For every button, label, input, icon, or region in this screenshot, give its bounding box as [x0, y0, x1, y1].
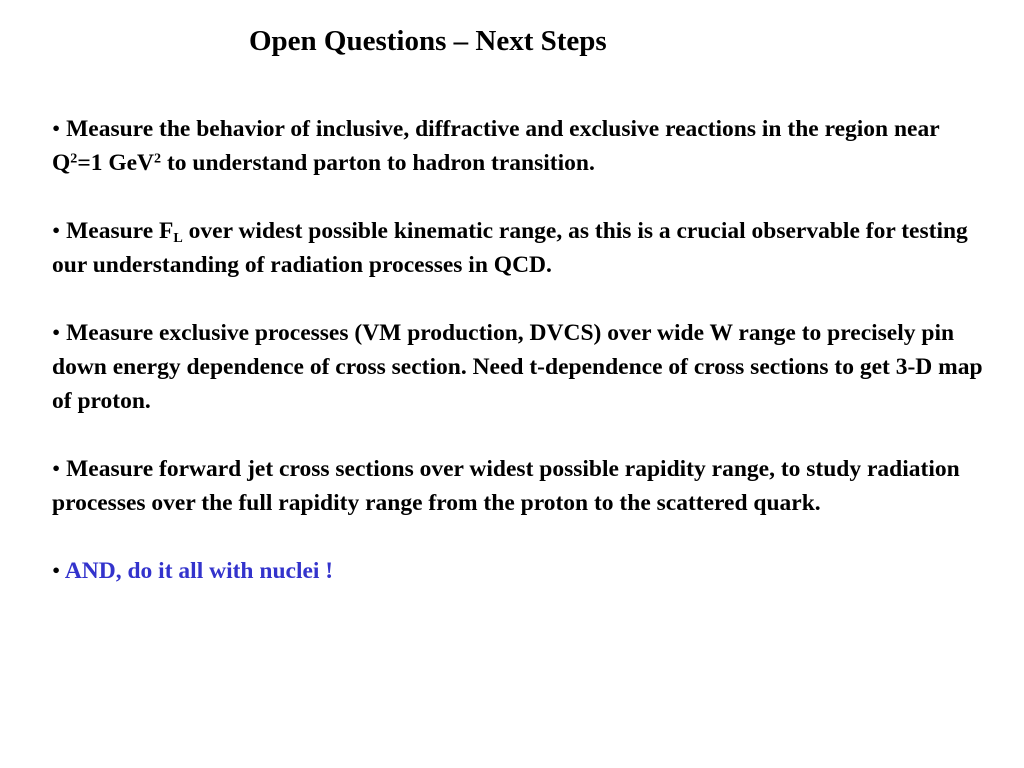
bullet-item-4	[52, 452, 987, 520]
bullet-item-3	[52, 316, 987, 418]
bullet-1-text-c: to understand parton to hadron transition.	[161, 150, 595, 176]
bullet-marker: •	[52, 456, 61, 482]
bullet-1-text-b: =1 GeV	[77, 150, 155, 176]
bullet-1-superscript-b: 2	[154, 150, 162, 167]
slide-title: Open Questions – Next Steps	[249, 25, 607, 57]
bullet-item-1	[52, 112, 987, 180]
bullet-marker: •	[52, 558, 61, 584]
bullet-1-superscript-a: 2	[70, 150, 78, 167]
bullet-1-text-a: Measure the behavior of inclusive, diffractive and exclusive reactions in the region near Q	[52, 116, 940, 176]
bullet-list	[52, 112, 987, 622]
bullet-2-text-a: Measure F	[66, 218, 174, 244]
bullet-marker: •	[52, 218, 61, 244]
bullet-item-2	[52, 214, 987, 282]
bullet-5-text: AND, do it all with nuclei !	[64, 558, 334, 584]
bullet-item-5	[52, 554, 987, 588]
bullet-3-text: Measure exclusive processes (VM production, DVCS) over wide W range to precisely pin down energy dependence of cross section. Need t-dependence of cross sections to get 3-D map of proton.	[52, 320, 983, 414]
bullet-2-text-b: over widest possible kinematic range, as this is a crucial observable for testing our understanding of radiation processes in QCD.	[52, 218, 968, 278]
bullet-4-text: Measure forward jet cross sections over widest possible rapidity range, to study radiation processes over the full rapidity range from the proton to the scattered quark.	[52, 456, 960, 516]
bullet-marker: •	[52, 116, 61, 142]
bullet-marker: •	[52, 320, 61, 346]
bullet-2-subscript: L	[173, 230, 183, 247]
